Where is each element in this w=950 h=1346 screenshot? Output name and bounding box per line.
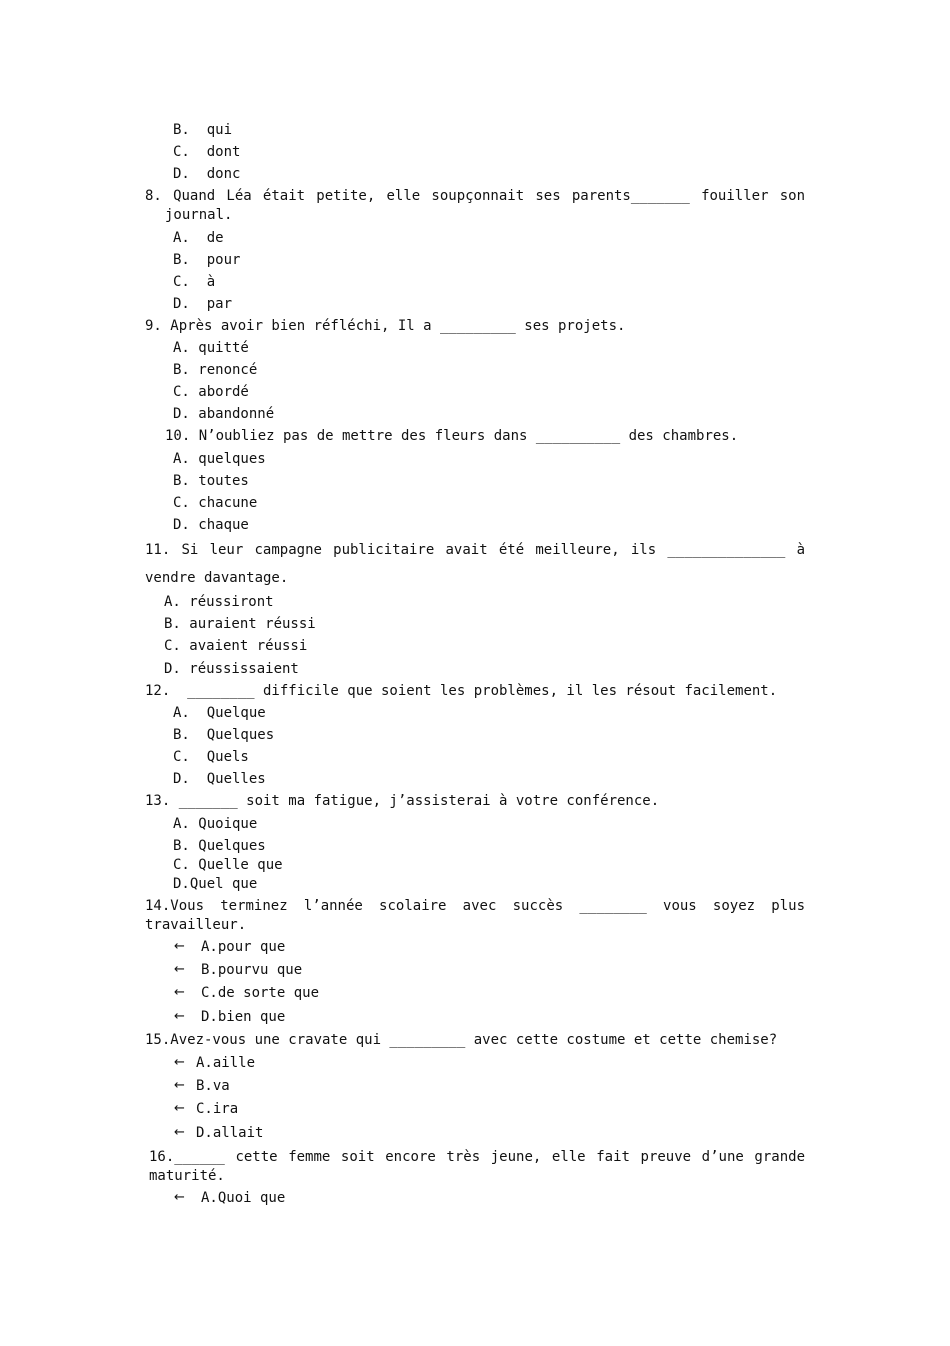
arrow-left-icon: ← [174,939,185,954]
q11-question: 11. Si leur campagne publicitaire avait été meilleure, ils ______________ à [145,542,805,558]
q13-option-c: C. Quelle que [173,857,283,873]
q15-option-b: B.va [196,1078,230,1094]
q15-option-a: A.aille [196,1055,256,1071]
q14-option-d: D.bien que [201,1009,286,1025]
q11-option-a: A. réussiront [164,594,274,610]
q13-question: 13. _______ soit ma fatigue, j’assisterai à votre conférence. [145,793,660,809]
q16-question-cont: maturité. [149,1168,225,1184]
arrow-left-icon: ← [174,1101,185,1116]
q10-option-d: D. chaque [173,517,249,533]
arrow-left-icon: ← [174,1055,185,1070]
q14-option-c: C.de sorte que [201,985,320,1001]
q15-question: 15.Avez-vous une cravate qui _________ avec cette costume et cette chemise? [145,1032,778,1048]
q10-option-a: A. quelques [173,451,266,467]
q9-option-a: A. quitté [173,340,249,356]
q16-question: 16.______ cette femme soit encore très jeune, elle fait preuve d’une grande [149,1149,805,1165]
q8-option-c: C. à [173,274,216,290]
q12-option-b: B. Quelques [173,727,275,743]
q9-option-c: C. abordé [173,384,249,400]
q12-option-d: D. Quelles [173,771,266,787]
q12-question: 12. ________ difficile que soient les problèmes, il les résout facilement. [145,683,778,699]
arrow-left-icon: ← [174,1125,185,1140]
q8-question: 8. Quand Léa était petite, elle soupçonnait ses parents_______ fouiller son [145,188,805,204]
q14-option-a: A.pour que [201,939,286,955]
q10-question: 10. N’oubliez pas de mettre des fleurs dans __________ des chambres. [165,428,739,444]
q8-question-cont: journal. [165,207,233,223]
arrow-left-icon: ← [174,1078,185,1093]
arrow-left-icon: ← [174,1190,185,1205]
q8-option-a: A. de [173,230,224,246]
q8-option-d: D. par [173,296,233,312]
q14-option-b: B.pourvu que [201,962,303,978]
q8-option-b: B. pour [173,252,241,268]
arrow-left-icon: ← [174,985,185,1000]
q7-option-b: B. qui [173,122,233,138]
q11-question-cont: vendre davantage. [145,570,289,586]
q16-option-a: A.Quoi que [201,1190,286,1206]
q12-option-a: A. Quelque [173,705,266,721]
q7-option-d: D. donc [173,166,241,182]
q12-option-c: C. Quels [173,749,249,765]
q14-question-cont: travailleur. [145,917,247,933]
arrow-left-icon: ← [174,1009,185,1024]
q11-option-d: D. réussissaient [164,661,299,677]
q13-option-a: A. Quoique [173,816,258,832]
q10-option-c: C. chacune [173,495,258,511]
q10-option-b: B. toutes [173,473,249,489]
q15-option-d: D.allait [196,1125,264,1141]
q13-option-b: B. Quelques [173,838,266,854]
q9-option-b: B. renoncé [173,362,258,378]
q7-option-c: C. dont [173,144,241,160]
q9-question: 9. Après avoir bien réfléchi, Il a _________ ses projets. [145,318,626,334]
q11-option-c: C. avaient réussi [164,638,308,654]
q13-option-d: D.Quel que [173,876,258,892]
q11-option-b: B. auraient réussi [164,616,316,632]
arrow-left-icon: ← [174,962,185,977]
q9-option-d: D. abandonné [173,406,275,422]
q14-question: 14.Vous terminez l’année scolaire avec succès ________ vous soyez plus [145,898,805,914]
q15-option-c: C.ira [196,1101,239,1117]
